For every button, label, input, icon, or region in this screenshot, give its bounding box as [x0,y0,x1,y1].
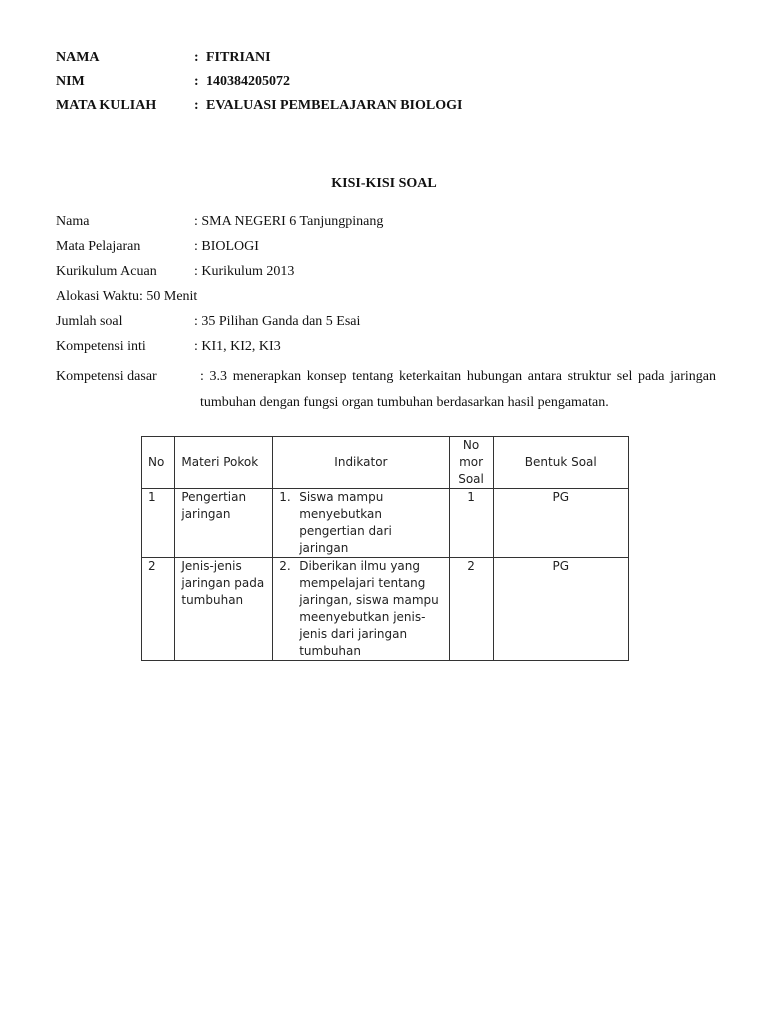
info-row-alokasi-waktu [56,289,716,314]
student-identity [56,50,716,122]
identity-colon: : [194,74,199,89]
cell-indikator [273,489,449,558]
indikator-text: Diberikan ilmu yang mempelajari tentang jaringan, siswa mampu meenyebutkan jenis-jenis dari jaringan tumbuhan [299,559,439,658]
table-row [142,489,629,558]
indikator-text: Siswa mampu menyebutkan pengertian dari jaringan [299,490,392,555]
info-label: Mata Pelajaran [56,239,141,254]
info-label: Kompetensi dasar [56,369,157,384]
info-value: : 35 Pilihan Ganda dan 5 Esai [194,314,361,329]
info-row-kompetensi-inti [56,339,716,364]
identity-row-mata-kuliah [56,98,716,122]
identity-label: NIM [56,74,85,89]
info-value: : SMA NEGERI 6 Tanjungpinang [194,214,384,229]
info-value: : Kurikulum 2013 [194,264,295,279]
table-row [142,558,629,661]
cell-no: 1 [142,489,175,558]
info-value: : 3.3 menerapkan konsep tentang keterkaitan hubungan antara struktur sel pada jaringan tumbuhan dengan fungsi organ tumbuhan berdasarkan hasil pengamatan. [200,369,716,410]
cell-materi: Jenis-jenis jaringan pada tumbuhan [175,558,273,661]
info-row-nama [56,214,716,239]
identity-row-nama [56,50,716,74]
cell-indikator [273,558,449,661]
identity-value: EVALUASI PEMBELAJARAN BIOLOGI [206,98,463,113]
header-nomor-line: mor [459,455,484,469]
indikator-number: 2. [279,559,291,573]
identity-colon: : [194,50,199,65]
header-bentuk-soal: Bentuk Soal [493,437,628,489]
header-materi-pokok: Materi Pokok [175,437,273,489]
identity-label: NAMA [56,50,100,65]
cell-bentuk-soal: PG [493,489,628,558]
header-indikator: Indikator [273,437,449,489]
info-value: : KI1, KI2, KI3 [194,339,281,354]
identity-value: 140384205072 [206,74,290,89]
document-title: KISI-KISI SOAL [331,176,437,191]
header-nomor-soal [449,437,493,489]
cell-nomor-soal: 1 [449,489,493,558]
info-row-mata-pelajaran [56,239,716,264]
cell-nomor-soal: 2 [449,558,493,661]
identity-row-nim [56,74,716,98]
cell-materi: Pengertian jaringan [175,489,273,558]
identity-label: MATA KULIAH [56,98,157,113]
cell-no: 2 [142,558,175,661]
indikator-number: 1. [279,490,291,504]
info-row-kompetensi-dasar [56,364,716,416]
exam-info [56,214,716,416]
info-value: : BIOLOGI [194,239,259,254]
info-alokasi-waktu: Alokasi Waktu: 50 Menit [56,289,198,304]
info-label: Kompetensi inti [56,339,146,354]
kisi-kisi-table [141,436,629,661]
info-label: Kurikulum Acuan [56,264,157,279]
table-header-row [142,437,629,489]
cell-bentuk-soal: PG [493,558,628,661]
header-nomor-line: Soal [458,472,484,486]
identity-colon: : [194,98,199,113]
identity-value: FITRIANI [206,50,271,65]
info-label: Jumlah soal [56,314,123,329]
info-row-kurikulum [56,264,716,289]
header-no: No [142,437,175,489]
header-nomor-line: No [462,438,480,452]
info-row-jumlah-soal [56,314,716,339]
info-label: Nama [56,214,90,229]
